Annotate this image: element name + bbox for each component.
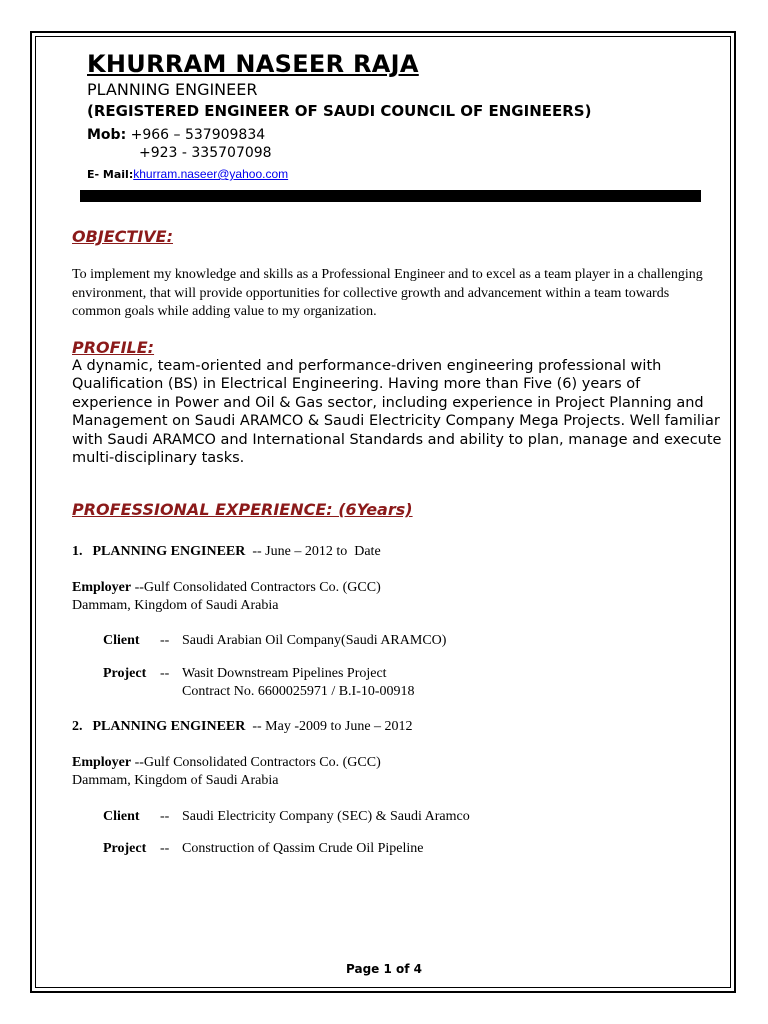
header-divider	[80, 190, 701, 202]
job-2-title-row	[72, 719, 413, 735]
job-2-project-label: Project	[103, 841, 147, 856]
phone-primary: +966 – 537909834	[126, 127, 266, 143]
registration-line: (REGISTERED ENGINEER OF SAUDI COUNCIL OF ENGINEERS)	[87, 102, 592, 120]
job-2-client: Saudi Electricity Company (SEC) & Saudi Aramco	[182, 809, 470, 824]
page-number: Page 1 of 4	[346, 962, 422, 976]
job-2-title: PLANNING ENGINEER	[92, 719, 246, 734]
experience-heading: PROFESSIONAL EXPERIENCE: (6Years)	[72, 500, 413, 519]
job-1-client-sep: --	[160, 633, 170, 648]
job-1-project-label: Project	[103, 666, 147, 681]
job-1-employer-label: Employer	[72, 580, 132, 595]
job-2-period: -- May -2009 to June – 2012	[245, 719, 413, 734]
job-2-project: Construction of Qassim Crude Oil Pipeline	[182, 841, 424, 856]
job-2-number: 2.	[72, 719, 83, 734]
profile-heading: PROFILE:	[72, 338, 155, 357]
candidate-name: KHURRAM NASEER RAJA	[87, 50, 419, 78]
job-1-project: Wasit Downstream Pipelines Project	[182, 666, 387, 681]
job-2-client-sep: --	[160, 809, 170, 824]
job-1-location: Dammam, Kingdom of Saudi Arabia	[72, 598, 279, 613]
job-1-client-label: Client	[103, 633, 140, 648]
mobile-row	[87, 127, 265, 143]
job-2-client-label: Client	[103, 809, 140, 824]
objective-heading: OBJECTIVE:	[72, 227, 173, 246]
job-2-employer-row	[72, 755, 381, 771]
job-2-employer-label: Employer	[72, 755, 132, 770]
job-1-employer-row	[72, 580, 381, 596]
job-1-contract: Contract No. 6600025971 / B.I-10-00918	[182, 684, 415, 699]
job-title: PLANNING ENGINEER	[87, 80, 258, 99]
job-2-project-sep: --	[160, 841, 170, 856]
job-1-employer: --Gulf Consolidated Contractors Co. (GCC)	[131, 580, 381, 595]
email-label: E- Mail:	[87, 168, 134, 181]
job-1-period: -- June – 2012 to Date	[245, 544, 381, 559]
job-1-number: 1.	[72, 544, 83, 559]
email-link[interactable]: khurram.naseer@yahoo.com	[133, 167, 289, 181]
phone-secondary: +923 - 335707098	[139, 145, 272, 161]
job-2-location: Dammam, Kingdom of Saudi Arabia	[72, 773, 279, 788]
job-2-employer: --Gulf Consolidated Contractors Co. (GCC)	[131, 755, 381, 770]
mobile-label: Mob:	[87, 127, 127, 143]
email-row	[87, 167, 288, 181]
profile-text: A dynamic, team-oriented and performance-driven engineering professional with Qualification (BS) in Electrical Engineering. Having more than Five (6) years of experience in Power and Oil & Gas sector, including experience in Project Planning and Management on Saudi ARAMCO & Saudi Electricity Company Mega Projects. Well familiar with Saudi ARAMCO and International Standards and ability to plan, manage and execute multi-disciplinary tasks.	[72, 358, 722, 467]
job-1-title-row	[72, 544, 381, 560]
job-1-client: Saudi Arabian Oil Company(Saudi ARAMCO)	[182, 633, 447, 648]
job-1-title: PLANNING ENGINEER	[92, 544, 246, 559]
objective-text: To implement my knowledge and skills as a Professional Engineer and to excel as a team player in a challenging environment, that will provide opportunities for collective growth and advancement within a team towards common goals while adding value to my organization.	[72, 267, 703, 319]
job-1-project-sep: --	[160, 666, 170, 681]
